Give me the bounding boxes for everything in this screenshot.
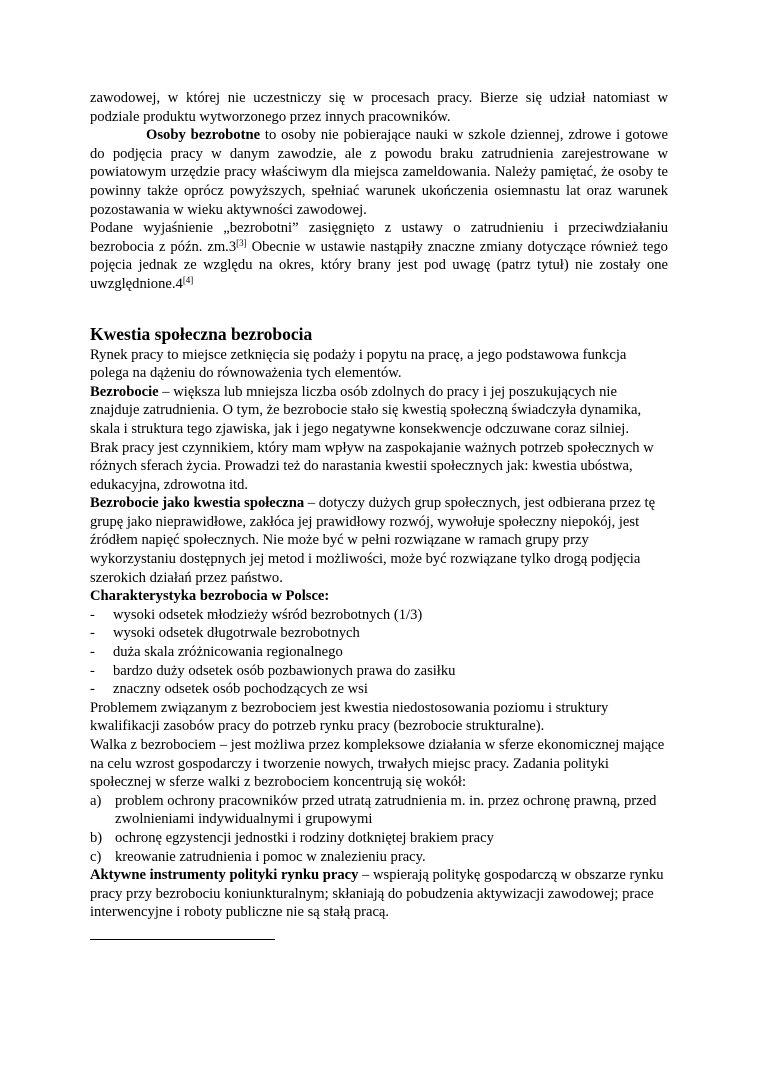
paragraph-lack-of-work: Brak pracy jest czynnikiem, który mam wpływ na zaspokajanie ważnych potrzeb społecznych w różnych sferach życia. Prowadzi też do narastania kwestii społecznych jak: kwestia ubóstwa, edukacyjna, zdrowotna itd. — [90, 439, 654, 493]
tasks-list — [90, 792, 668, 866]
list-marker: c) — [90, 848, 102, 865]
footnote-ref-4[interactable]: [4] — [182, 274, 194, 285]
list-marker: b) — [90, 829, 103, 846]
paragraph-unemployment-definition — [90, 383, 668, 439]
list-bullet: - — [90, 606, 95, 623]
list-bullet: - — [90, 644, 95, 661]
paragraph-text: – dotyczy dużych grup społecznych, jest odbierana przez tę grupę jako nieprawidłowe, zakłóca jej prawidłowy rozwój, wywołuje społeczny niepokój, jest źródłem napięć społecznych. Nie może być w pełni rozwiązane w ramach grupy przy wykorzystaniu dostępnych jej metod i możliwości, może być rozwiązane tylko drogą podjęcia szerokich działań przez państwo. — [90, 495, 656, 586]
paragraph-text: Podane wyjaśnienie „bezrobotni” zasięgnięto z ustawy o zatrudnieniu i przeciwdziałaniu bezrobocia z późn. zm.3 — [90, 220, 668, 255]
term-bezrobocie: Bezrobocie — [90, 383, 159, 400]
paragraph-text: – wspierają politykę gospodarczą w obszarze rynku pracy przy bezrobociu koniunkturalnym; skłaniają do pobudzenia aktywizacji zawodowej; prace interwencyjne i roboty publiczne nie są stałą pracą. — [90, 867, 664, 921]
list-item: c) kreowanie zatrudnienia i pomoc w znalezieniu pracy. — [90, 848, 426, 865]
list-marker: a) — [90, 792, 102, 809]
term-bezrobocie-kwestia: Bezrobocie jako kwestia społeczna — [90, 495, 305, 512]
paragraph-text: – większa lub mniejsza liczba osób zdolnych do pracy i jej poszukujących nie znajduje zatrudnienia. O tym, że bezrobocie stało się kwestią społeczną świadczyła dynamika, skala i struktura tego zjawiska, jak i jego negatywne konsekwencje odczuwane coraz silniej. — [90, 383, 642, 437]
list-bullet: - — [90, 625, 95, 642]
paragraph-source-note — [90, 219, 668, 293]
list-bullet: - — [90, 681, 95, 698]
term-osoby-bezrobotne: Osoby bezrobotne — [146, 127, 261, 144]
term-aktywne-instrumenty: Aktywne instrumenty polityki rynku pracy — [90, 867, 359, 884]
list-item: - wysoki odsetek długotrwale bezrobotnych — [90, 625, 360, 642]
paragraph-continuation: zawodowej, w której nie uczestniczy się w procesach pracy. Bierze się udział natomiast w podziale produktu wytworzonego przez innych pracowników. — [90, 90, 668, 125]
list-item: b) ochronę egzystencji jednostki i rodziny dotkniętej brakiem pracy — [90, 829, 494, 846]
list-item: - wysoki odsetek młodzieży wśród bezrobotnych (1/3) — [90, 606, 423, 623]
paragraph-social-issue — [90, 494, 668, 587]
list-heading: Charakterystyka bezrobocia w Polsce: — [90, 588, 330, 605]
list-bullet: - — [90, 662, 95, 679]
list-item: - duża skala zróżnicowania regionalnego — [90, 644, 343, 661]
paragraph-unemployed-definition — [90, 126, 668, 219]
document-body — [90, 89, 668, 922]
paragraph-text: to osoby nie pobierające nauki w szkole dziennej, zdrowe i gotowe do podjęcia pracy w danym zawodzie, ale z powodu braku zatrudnienia zarejestrowane w powiatowym urzędzie pracy właściwym dla miejsca zameldowania. Należy pamiętać, że osoby te powinny także oprócz powyższych, spełniać warunek ukończenia osiemnastu lat oraz warunek pozostawania w wieku aktywności zawodowej. — [90, 127, 668, 218]
list-item: a) problem ochrony pracowników przed utratą zatrudnienia m. in. przez ochronę prawną, przed zwolnieniami indywidualnymi i grupowymi — [90, 792, 657, 828]
section-heading: Kwestia społeczna bezrobocia — [90, 323, 313, 344]
paragraph-active-instruments — [90, 866, 668, 922]
paragraph-text: Obecnie w ustawie nastąpiły znaczne zmiany dotyczące również tego pojęcia jednak ze względu na okres, który brany jest pod uwagę (patrz tytuł) nie zostały one uwzględnione.4 — [90, 238, 668, 292]
footnote-separator — [90, 939, 275, 940]
paragraph-structural-unemployment: Problemem związanym z bezrobociem jest kwestia niedostosowania poziomu i struktury kwalifikacji zasobów pracy do potrzeb rynku pracy (bezrobocie strukturalne). — [90, 699, 609, 735]
footnote-ref-3[interactable]: [3] — [236, 237, 247, 248]
paragraph-labour-market: Rynek pracy to miejsce zetknięcia się podaży i popytu na pracę, a jego podstawowa funkcja polega na dążeniu do równoważenia tych elementów. — [90, 346, 627, 382]
list-item: - znaczny odsetek osób pochodzących ze wsi — [90, 681, 368, 698]
paragraph-fight-unemployment: Walka z bezrobociem – jest możliwa przez kompleksowe działania w sferze ekonomicznej mające na celu wzrost gospodarczy i tworzenie nowych, trwałych miejsc pracy. Zadania polityki społecznej w sferze walki z bezrobociem koncentrują się wokół: — [90, 737, 665, 791]
list-item: - bardzo duży odsetek osób pozbawionych prawa do zasiłku — [90, 662, 456, 679]
characteristics-list — [90, 606, 668, 699]
